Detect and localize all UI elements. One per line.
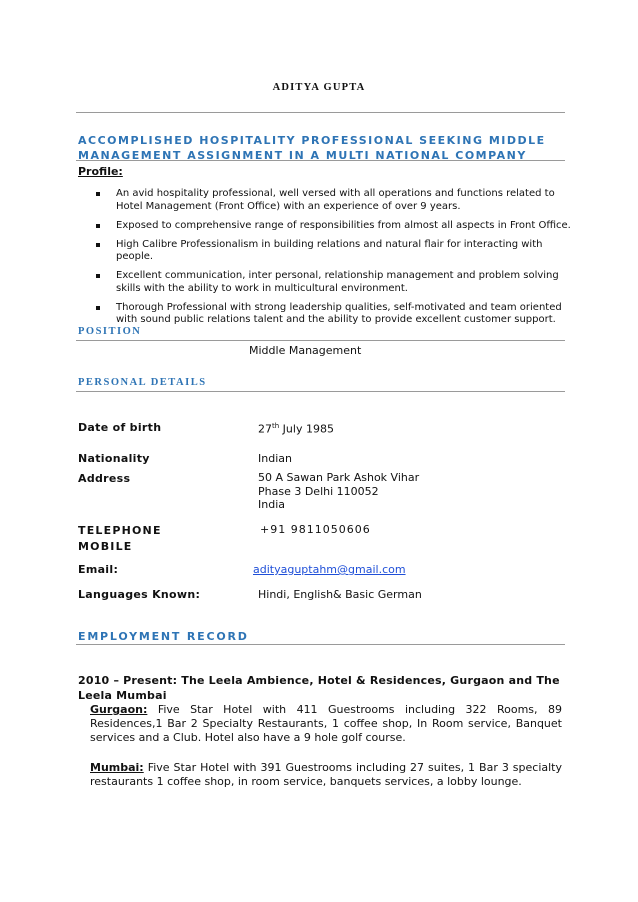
profile-bullet: Thorough Professional with strong leadership qualities, self-motivated and team oriented with sound public relations talent and the ability to provide excellent customer support. (96, 302, 582, 327)
nationality-label: Nationality (78, 452, 150, 465)
employment-heading: 2010 – Present: The Leela Ambience, Hotel & Residences, Gurgaon and The Leela Mumbai (78, 674, 560, 702)
divider (76, 644, 565, 645)
languages-label: Languages Known: (78, 588, 201, 601)
telephone-value: +91 9811050606 (260, 523, 371, 536)
bullet-icon (96, 243, 100, 247)
email-link[interactable]: adityaguptahm@gmail.com (253, 563, 406, 576)
bullet-icon (96, 306, 100, 310)
profile-list (96, 188, 582, 333)
profile-bullet: Excellent communication, inter personal, relationship management and problem solving skills with the ability to work in multicultural environment. (96, 270, 582, 295)
address-label: Address (78, 472, 131, 485)
bullet-icon (96, 192, 100, 196)
position-value: Middle Management (249, 344, 362, 357)
divider (76, 112, 565, 113)
bullet-icon (96, 274, 100, 278)
bullet-icon (96, 224, 100, 228)
nationality-value: Indian (258, 452, 292, 465)
dob-value: 27th July 1985 (258, 422, 334, 436)
email-label: Email: (78, 563, 119, 576)
profile-bullet: High Calibre Professionalism in building relations and natural flair for interacting with people. (96, 239, 582, 264)
divider (76, 340, 565, 341)
gurgaon-description: Gurgaon: Five Star Hotel with 411 Guestrooms including 322 Rooms, 89 Residences,1 Bar 2 Specialty Restaurants, 1 coffee shop, In Room service, Banquet services and a Club. Hotel also have a 9 hole golf course. (90, 703, 562, 744)
profile-bullet: An avid hospitality professional, well versed with all operations and functions related to Hotel Management (Front Office) with an experience of over 9 years. (96, 188, 582, 213)
languages-value: Hindi, English& Basic German (258, 588, 422, 601)
dob-label: Date of birth (78, 421, 162, 434)
candidate-name: ADITYA GUPTA (272, 82, 366, 93)
divider (76, 391, 565, 392)
telephone-mobile-label: TELEPHONE MOBILE (78, 524, 162, 553)
profile-bullet: Exposed to comprehensive range of responsibilities from almost all aspects in Front Office. (96, 220, 582, 233)
divider (76, 160, 565, 161)
address-value: 50 A Sawan Park Ashok Vihar Phase 3 Delhi 110052 India (258, 471, 420, 511)
profile-label: Profile: (78, 165, 123, 178)
headline: ACCOMPLISHED HOSPITALITY PROFESSIONAL SEEKING MIDDLE MANAGEMENT ASSIGNMENT IN A MULTI NATIONAL COMPANY (78, 134, 546, 162)
position-title: POSITION (78, 326, 142, 337)
mumbai-description: Mumbai: Five Star Hotel with 391 Guestrooms including 27 suites, 1 Bar 3 specialty restaurants 1 coffee shop, in room service, banquets services, a lobby lounge. (90, 761, 562, 788)
personal-details-title: PERSONAL DETAILS (78, 377, 207, 388)
employment-title: EMPLOYMENT RECORD (78, 630, 249, 643)
